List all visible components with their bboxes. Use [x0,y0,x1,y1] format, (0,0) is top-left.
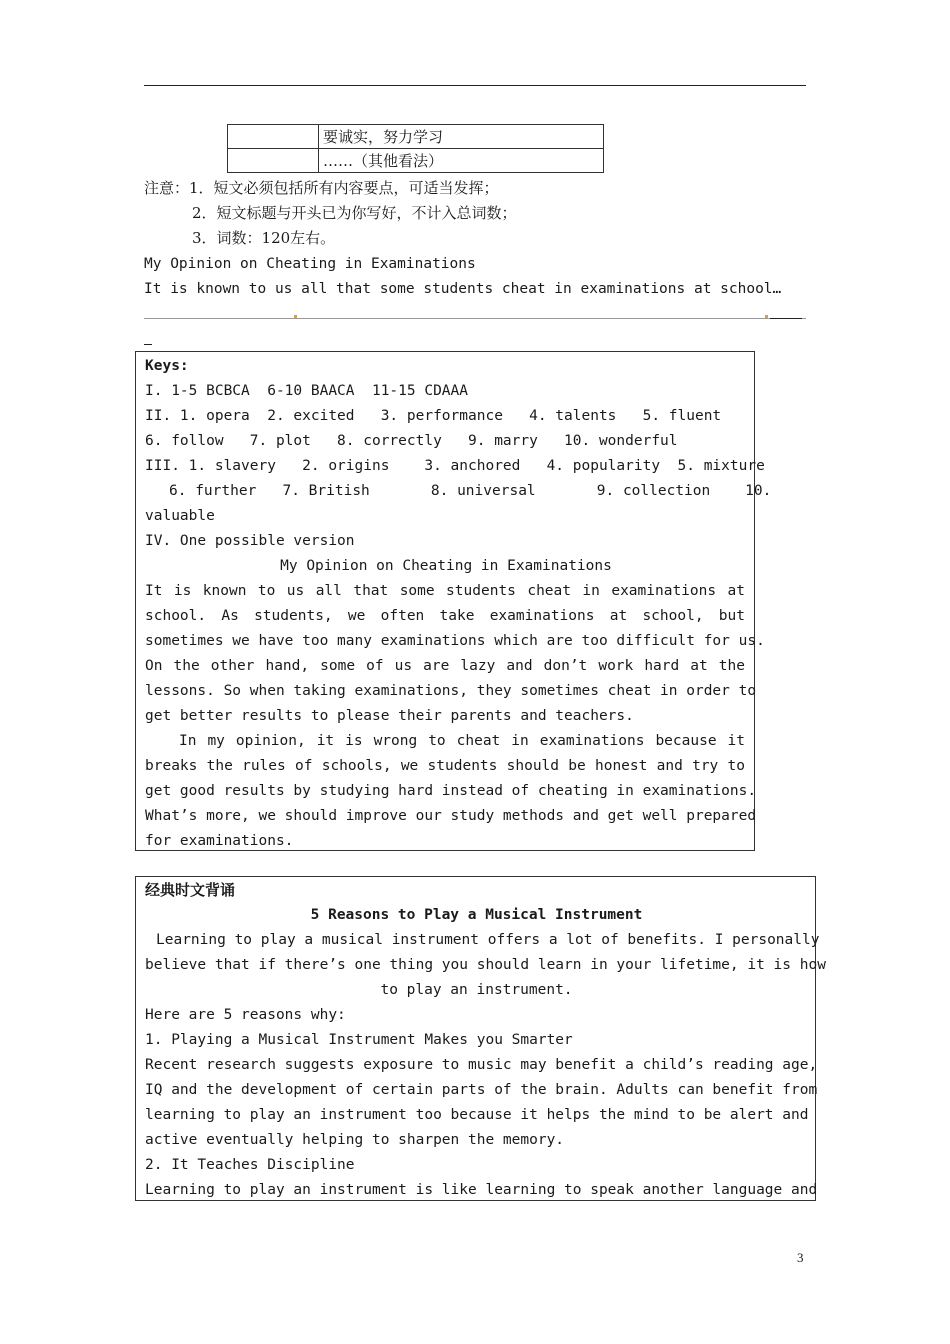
note-line-1: 注意：1．短文必须包括所有内容要点，可适当发挥； [144,179,499,197]
version-para1-line: sometimes we have too many examinations which are too difficult for us. [145,633,765,649]
version-para2-line: In my opinion, it is wrong to cheat in examinations because it [179,733,745,749]
reading-intro-line: to play an instrument. [380,982,573,998]
essay-opening: It is known to us all that some students cheat in examinations at school… [144,281,782,297]
keys-line: IV. One possible version [145,533,355,549]
version-para1-line: lessons. So when taking examinations, they sometimes cheat in order to [145,683,757,699]
table-cell-empty [228,149,319,173]
version-para2-line: for examinations. [145,833,294,849]
opinion-table [227,124,604,173]
keys-line: valuable [145,508,215,524]
table-cell-other: ……（其他看法） [319,149,604,173]
reading-line: IQ and the development of certain parts of the brain. Adults can benefit from [145,1082,818,1098]
keys-line: II. 1. opera 2. excited 3. performance 4. talents 5. fluent [145,408,722,424]
essay-title: My Opinion on Cheating in Examinations [144,256,476,272]
reading-intro-line: believe that if there’s one thing you should learn in your lifetime, it is how [145,957,826,973]
version-para1-line: It is known to us all that some students cheat in examinations at [145,583,745,599]
reading-subheading: 2. It Teaches Discipline [145,1157,355,1173]
writing-blank-line [144,318,806,319]
page-number: 3 [797,1250,804,1265]
table-cell-empty [228,125,319,149]
header-rule [144,85,806,86]
reading-line: active eventually helping to sharpen the memory. [145,1132,565,1148]
keys-line: III. 1. slavery 2. origins 3. anchored 4. popularity 5. mixture [145,458,765,474]
blank-marker [294,315,297,318]
reading-subheading: 1. Playing a Musical Instrument Makes you Smarter [145,1032,573,1048]
version-title: My Opinion on Cheating in Examinations [280,558,612,574]
reading-line: Here are 5 reasons why: [145,1007,346,1023]
version-para2-line: breaks the rules of schools, we students should be honest and try to [145,758,745,774]
reading-title: 5 Reasons to Play a Musical Instrument [310,907,643,923]
reading-intro-line: Learning to play a musical instrument offers a lot of benefits. I personally [156,932,820,948]
note-line-3: 3．词数：120左右。 [192,229,336,247]
version-para2-line: What’s more, we should improve our study methods and get well prepared [145,808,757,824]
keys-heading: Keys: [145,358,189,374]
blank-marker [765,315,768,318]
keys-box [135,351,772,851]
version-para1-line: get better results to please their parents and teachers. [145,708,634,724]
reading-box [135,876,826,1201]
table-cell-opinion: 要诚实，努力学习 [319,125,604,149]
reading-line: learning to play an instrument too because it helps the mind to be alert and [145,1107,809,1123]
note-line-2: 2．短文标题与开头已为你写好，不计入总词数； [192,204,517,222]
keys-line: I. 1-5 BCBCA 6-10 BAACA 11-15 CDAAA [145,383,469,399]
writing-blank-underscore [144,344,152,345]
keys-line: 6. follow 7. plot 8. correctly 9. marry 10. wonderful [145,433,678,449]
reading-line: Learning to play an instrument is like learning to speak another language and [145,1182,818,1198]
version-para2-line: get good results by studying hard instead of cheating in examinations. [145,783,757,799]
version-para1-line: school. As students, we often take examinations at school, but [145,608,745,624]
reading-line: Recent research suggests exposure to music may benefit a child’s reading age, [145,1057,818,1073]
keys-line: 6. further 7. British 8. universal 9. collection 10. [169,483,772,499]
version-para1-line: On the other hand, some of us are lazy and don’t work hard at the [145,658,745,674]
writing-blank-tail [770,318,802,319]
reading-heading: 经典时文背诵 [145,881,236,899]
